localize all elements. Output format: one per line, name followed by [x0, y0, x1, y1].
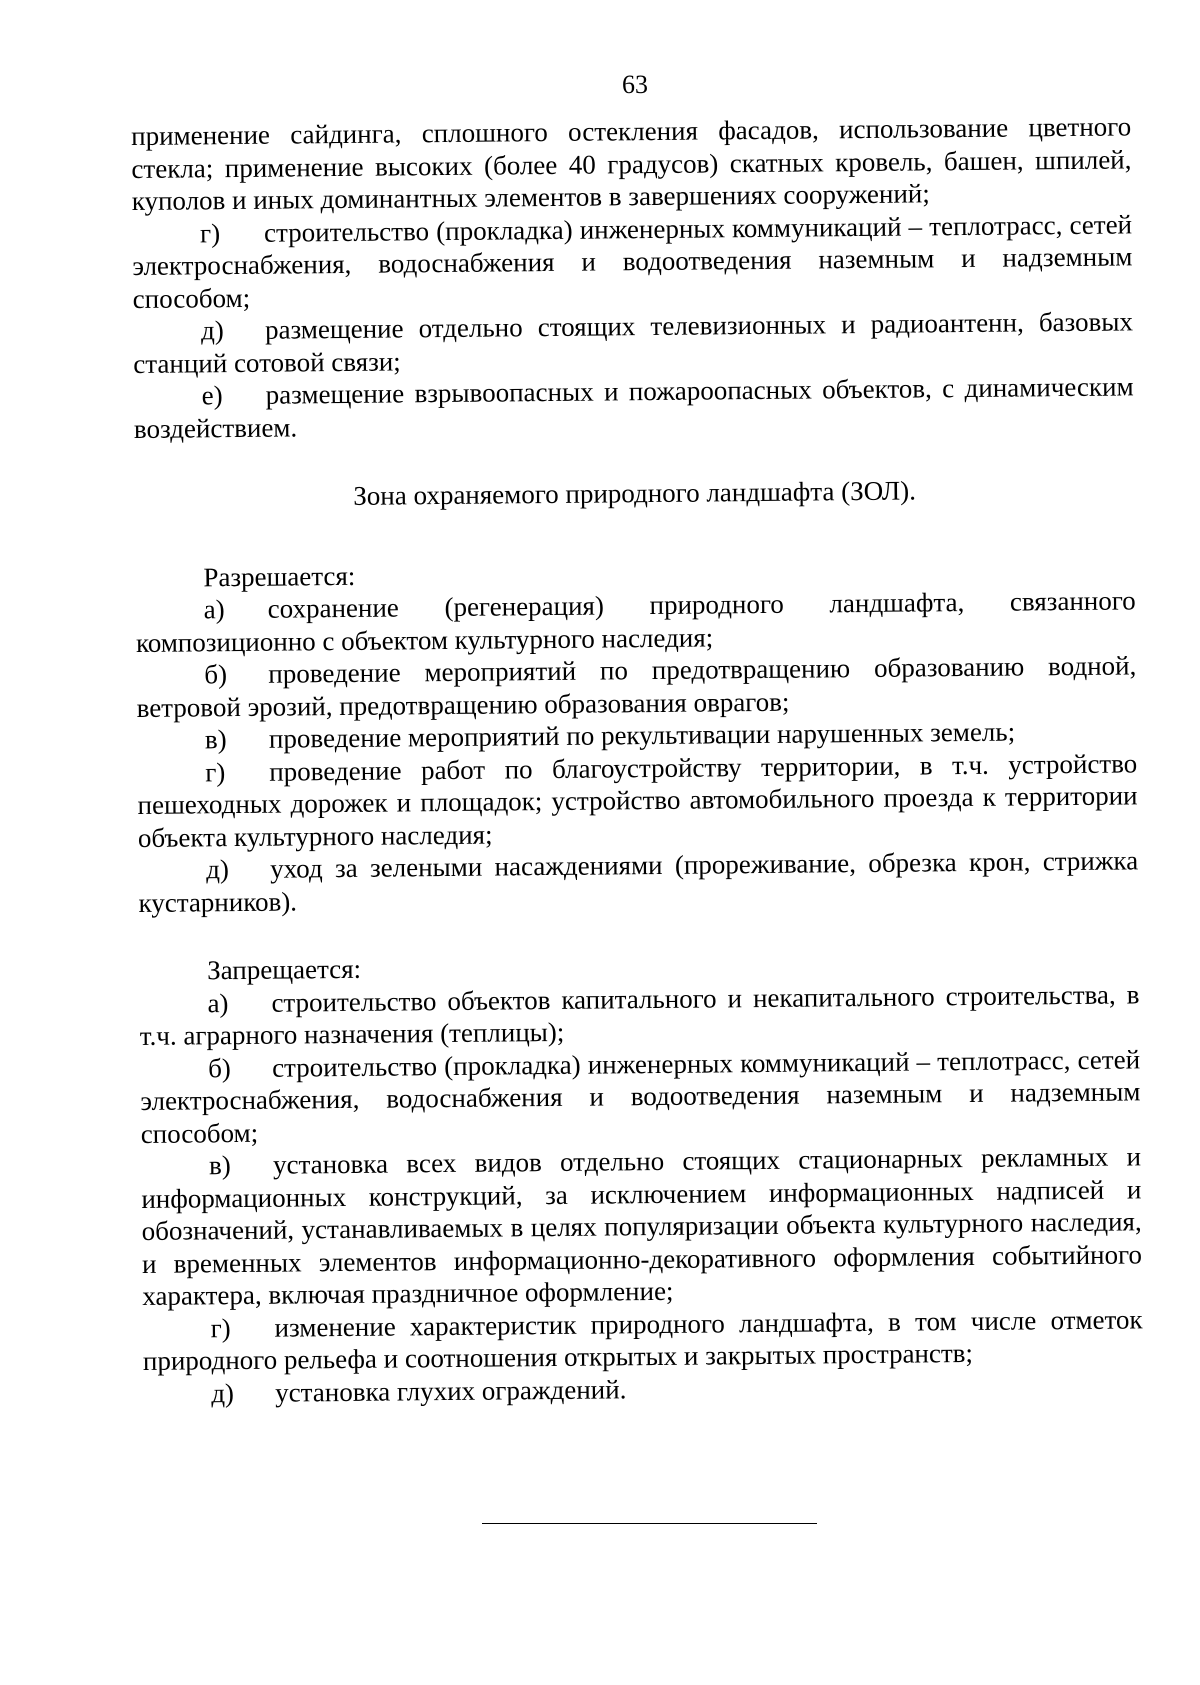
allowed-section [135, 552, 1138, 919]
list-item-text: проведение мероприятий по предотвращению образованию водной, ветровой эрозий, предотвращению образования оврагов; [136, 650, 1137, 723]
list-item-text: проведение мероприятий по рекультивации нарушенных земель; [268, 716, 1016, 754]
list-marker: д) [200, 315, 224, 346]
list-item [136, 584, 1137, 659]
list-marker: а) [203, 594, 225, 625]
list-item [136, 649, 1137, 724]
list-marker: б) [207, 1052, 231, 1083]
list-marker: б) [204, 659, 228, 690]
zone-heading: Зона охраняемого природного ландшафта (ЗОЛ). [353, 475, 917, 511]
list-item-text: размещение отдельно стоящих телевизионных и радиоантенн, базовых станций сотовой связи; [133, 306, 1134, 379]
list-item [139, 978, 1140, 1053]
list-item-text: уход за зелеными насаждениями (прореживание, обрезка крон, стрижка кустарников). [138, 845, 1139, 918]
list-item-text: установка всех видов отдельно стоящих стационарных рекламных и информационных конструкций, за исключением информационных надписей и обозначений, устанавливаемых в целях популяризации объекта культурного наследия, и временных элементов информационно-декоративного оформления событийного характера, включая праздничное оформление; [141, 1141, 1143, 1311]
list-marker: д) [206, 854, 230, 885]
allowed-label: Разрешается: [203, 560, 356, 592]
list-item [132, 208, 1133, 315]
list-item-text: установка глухих ограждений. [275, 1373, 627, 1408]
list-item [137, 747, 1138, 854]
list-item-text: изменение характеристик природного ландшафта, в том числе отметок природного рельефа и соотношения открытых и закрытых пространств; [142, 1303, 1143, 1376]
list-item-text: строительство объектов капитального и некапитального строительства, в т.ч. аграрного назначения (теплицы); [139, 978, 1140, 1051]
prohibited-label: Запрещается: [207, 953, 362, 986]
list-item-text: размещение взрывоопасных и пожароопасных объектов, с динамическим воздействием. [133, 371, 1134, 444]
list-item [142, 1303, 1143, 1378]
end-rule [482, 1523, 817, 1524]
page-number: 63 [622, 70, 648, 99]
list-item-text: проведение работ по благоустройству территории, в т.ч. устройство пешеходных дорожек и площадок; устройство автомобильного проезда к территории объекта культурного наследия; [137, 747, 1138, 853]
list-item [138, 844, 1139, 919]
list-item [140, 1043, 1141, 1150]
list-marker: е) [201, 380, 223, 411]
list-item [141, 1140, 1143, 1312]
list-item-text: строительство (прокладка) инженерных коммуникаций – теплотрасс, сетей электроснабжения, водоснабжения и водоотведения наземным и надземным способом; [140, 1043, 1141, 1149]
list-marker: г) [205, 756, 226, 787]
list-marker: д) [211, 1377, 235, 1408]
list-marker: в) [208, 1150, 231, 1181]
prohibited-section [139, 945, 1143, 1410]
list-marker: а) [207, 987, 229, 1018]
list-item [133, 305, 1134, 380]
list-item-text: сохранение (регенерация) природного ландшафта, связанного композиционно с объектом культурного наследия; [135, 585, 1136, 658]
continuation-paragraph: применение сайдинга, сплошного остекления фасадов, использование цветного стекла; применение высоких (более 40 градусов) скатных кровель, башен, шпилей, куполов и иных доминантных элементов в завершениях сооружений; [131, 111, 1132, 216]
list-marker: г) [199, 217, 221, 248]
list-item [133, 370, 1134, 445]
list-marker: в) [204, 724, 227, 755]
list-item-text: строительство (прокладка) инженерных коммуникаций – теплотрасс, сетей электроснабжения, водоснабжения и водоотведения наземным и надземным способом; [132, 208, 1133, 314]
prev-prohibited-list [132, 208, 1134, 445]
document-body [131, 110, 1143, 1410]
list-marker: г) [210, 1312, 231, 1343]
